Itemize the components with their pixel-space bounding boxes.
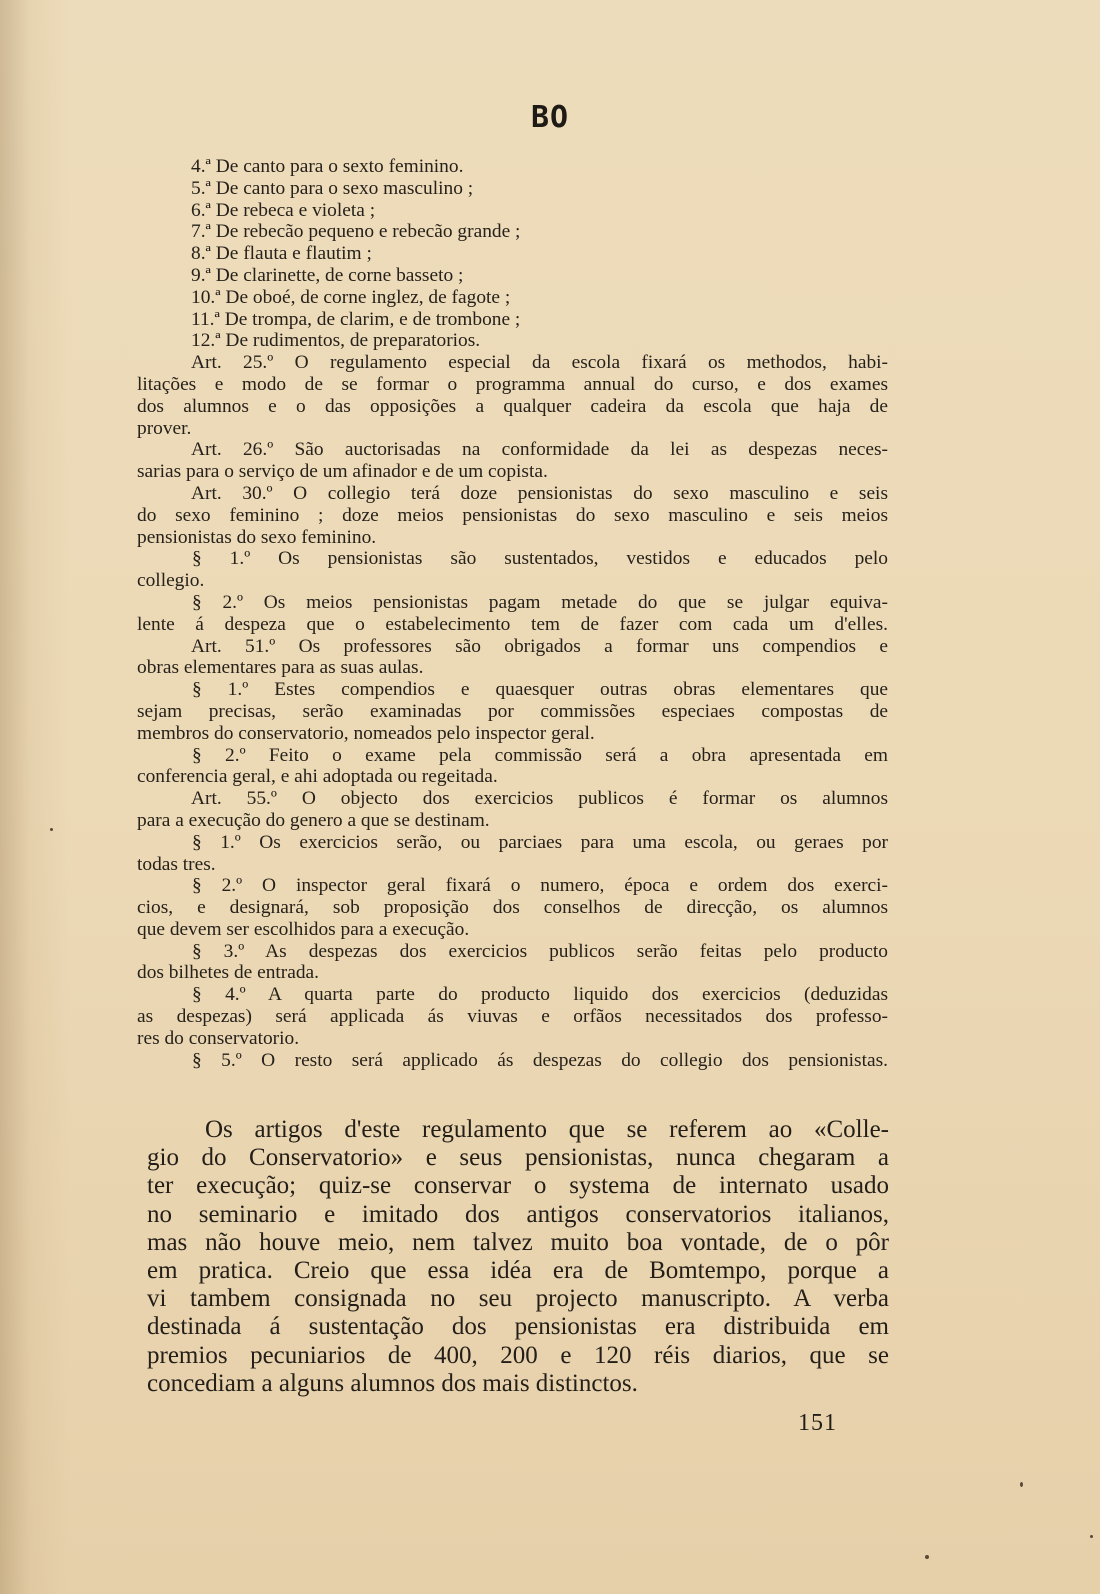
article-line: Art. 51.º Os professores são obrigados a formar uns compendios e xyxy=(191,635,888,657)
regulation-text xyxy=(137,156,888,1071)
paragraph-line: § 4.º A quarta parte do producto liquido dos exercicios (deduzidas xyxy=(192,984,888,1006)
paragraph-line: § 5.º O resto será applicado ás despezas do collegio dos pensionistas. xyxy=(192,1049,888,1071)
paragraph-line: § 1.º Estes compendios e quaesquer outras obras elementares que xyxy=(192,679,888,701)
paragraph-line: as despezas) será applicada ás viuvas e orfãos necessitados dos professo- xyxy=(137,1006,888,1028)
list-item: 6.ª De rebeca e violeta ; xyxy=(191,199,376,221)
commentary-line: premios pecuniarios de 400, 200 e 120 réis diarios, que se xyxy=(147,1341,889,1369)
list-item: 4.ª De canto para o sexto feminino. xyxy=(191,156,464,177)
paragraph-line: § 2.º Os meios pensionistas pagam metade do que se julgar equiva- xyxy=(192,591,888,613)
paragraph-line: lente á despeza que o estabelecimento tem de fazer com cada um d'elles. xyxy=(137,613,888,635)
article-line: do sexo feminino ; doze meios pensionistas do sexo masculino e seis meios xyxy=(137,504,888,526)
paragraph-line: conferencia geral, e ahi adoptada ou regeitada. xyxy=(137,766,498,788)
paragraph-line: cios, e designará, sob proposição dos conselhos de direcção, os alumnos xyxy=(137,897,888,919)
paragraph-line: dos bilhetes de entrada. xyxy=(137,962,319,984)
article-line: pensionistas do sexo feminino. xyxy=(137,526,377,548)
paragraph-line: § 2.º O inspector geral fixará o numero, época e ordem dos exerci- xyxy=(192,875,888,897)
paragraph-line: § 3.º As despezas dos exercicios publicos serão feitas pelo producto xyxy=(192,940,888,962)
article-line: dos alumnos e o das opposições a qualquer cadeira da escola que haja de xyxy=(137,395,888,417)
article-line: obras elementares para as suas aulas. xyxy=(137,657,424,679)
paragraph-line: § 1.º Os exercicios serão, ou parciaes para uma escola, ou geraes por xyxy=(192,831,888,853)
paper-speck xyxy=(1090,1535,1093,1538)
running-head: BO xyxy=(530,100,570,135)
paper-speck xyxy=(925,1555,929,1559)
commentary-line: Os artigos d'este regulamento que se referem ao «Colle- xyxy=(205,1116,889,1143)
commentary-line: ter execução; quiz-se conservar o systema de internato usado xyxy=(147,1172,889,1200)
commentary-line: destinada á sustentação dos pensionistas era distribuida em xyxy=(147,1313,889,1341)
paragraph-line: § 1.º Os pensionistas são sustentados, vestidos e educados pelo xyxy=(192,548,888,570)
article-line: Art. 30.º O collegio terá doze pensionistas do sexo masculino e seis xyxy=(191,482,888,504)
paragraph-line: res do conservatorio. xyxy=(137,1027,300,1049)
article-line: prover. xyxy=(137,417,192,439)
list-item: 11.ª De trompa, de clarim, e de trombone ; xyxy=(191,308,521,330)
list-item: 10.ª De oboé, de corne inglez, de fagote ; xyxy=(191,286,511,308)
list-item: 12.ª De rudimentos, de preparatorios. xyxy=(191,330,481,352)
list-item: 7.ª De rebecão pequeno e rebecão grande ; xyxy=(191,221,521,243)
article-line: Art. 26.º São auctorisadas na conformidade da lei as despezas neces- xyxy=(191,439,888,461)
article-line: Art. 25.º O regulamento especial da escola fixará os methodos, habi- xyxy=(191,352,888,374)
paper-speck xyxy=(50,828,53,831)
commentary-line: vi tambem consignada no seu projecto manuscripto. A verba xyxy=(147,1285,889,1313)
commentary-line: no seminario e imitado dos antigos conservatorios italianos, xyxy=(147,1200,889,1228)
paragraph-line: todas tres. xyxy=(137,853,216,875)
list-item: 5.ª De canto para o sexo masculino ; xyxy=(191,177,474,199)
list-item: 9.ª De clarinette, de corne basseto ; xyxy=(191,264,464,286)
list-item: 8.ª De flauta e flautim ; xyxy=(191,243,372,265)
paragraph-line: collegio. xyxy=(137,570,205,592)
article-line: para a execução do genero a que se destinam. xyxy=(137,809,490,831)
paragraph-line: sejam precisas, serão examinadas por commissões especiaes compostas de xyxy=(137,700,888,722)
paragraph-line: § 2.º Feito o exame pela commissão será a obra apresentada em xyxy=(192,744,888,766)
commentary-paragraph xyxy=(147,1116,889,1398)
article-line: sarias para o serviço de um afinador e de um copista. xyxy=(137,461,548,483)
commentary-line: em pratica. Creio que essa idéa era de Bomtempo, porque a xyxy=(147,1257,889,1285)
paragraph-line: que devem ser escolhidos para a execução. xyxy=(137,918,470,940)
commentary-line: mas não houve meio, nem talvez muito boa vontade, de o pôr xyxy=(147,1228,889,1256)
commentary-line: gio do Conservatorio» e seus pensionistas, nunca chegaram a xyxy=(147,1144,889,1172)
article-line: litações e modo de se formar o programma annual do curso, e dos exames xyxy=(137,373,888,395)
commentary-line: concediam a alguns alumnos dos mais distinctos. xyxy=(147,1369,638,1397)
paper-speck xyxy=(1020,1482,1023,1487)
paragraph-line: membros do conservatorio, nomeados pelo inspector geral. xyxy=(137,722,595,744)
article-line: Art. 55.º O objecto dos exercicios publicos é formar os alumnos xyxy=(191,788,888,810)
page-number: 151 xyxy=(798,1410,837,1436)
